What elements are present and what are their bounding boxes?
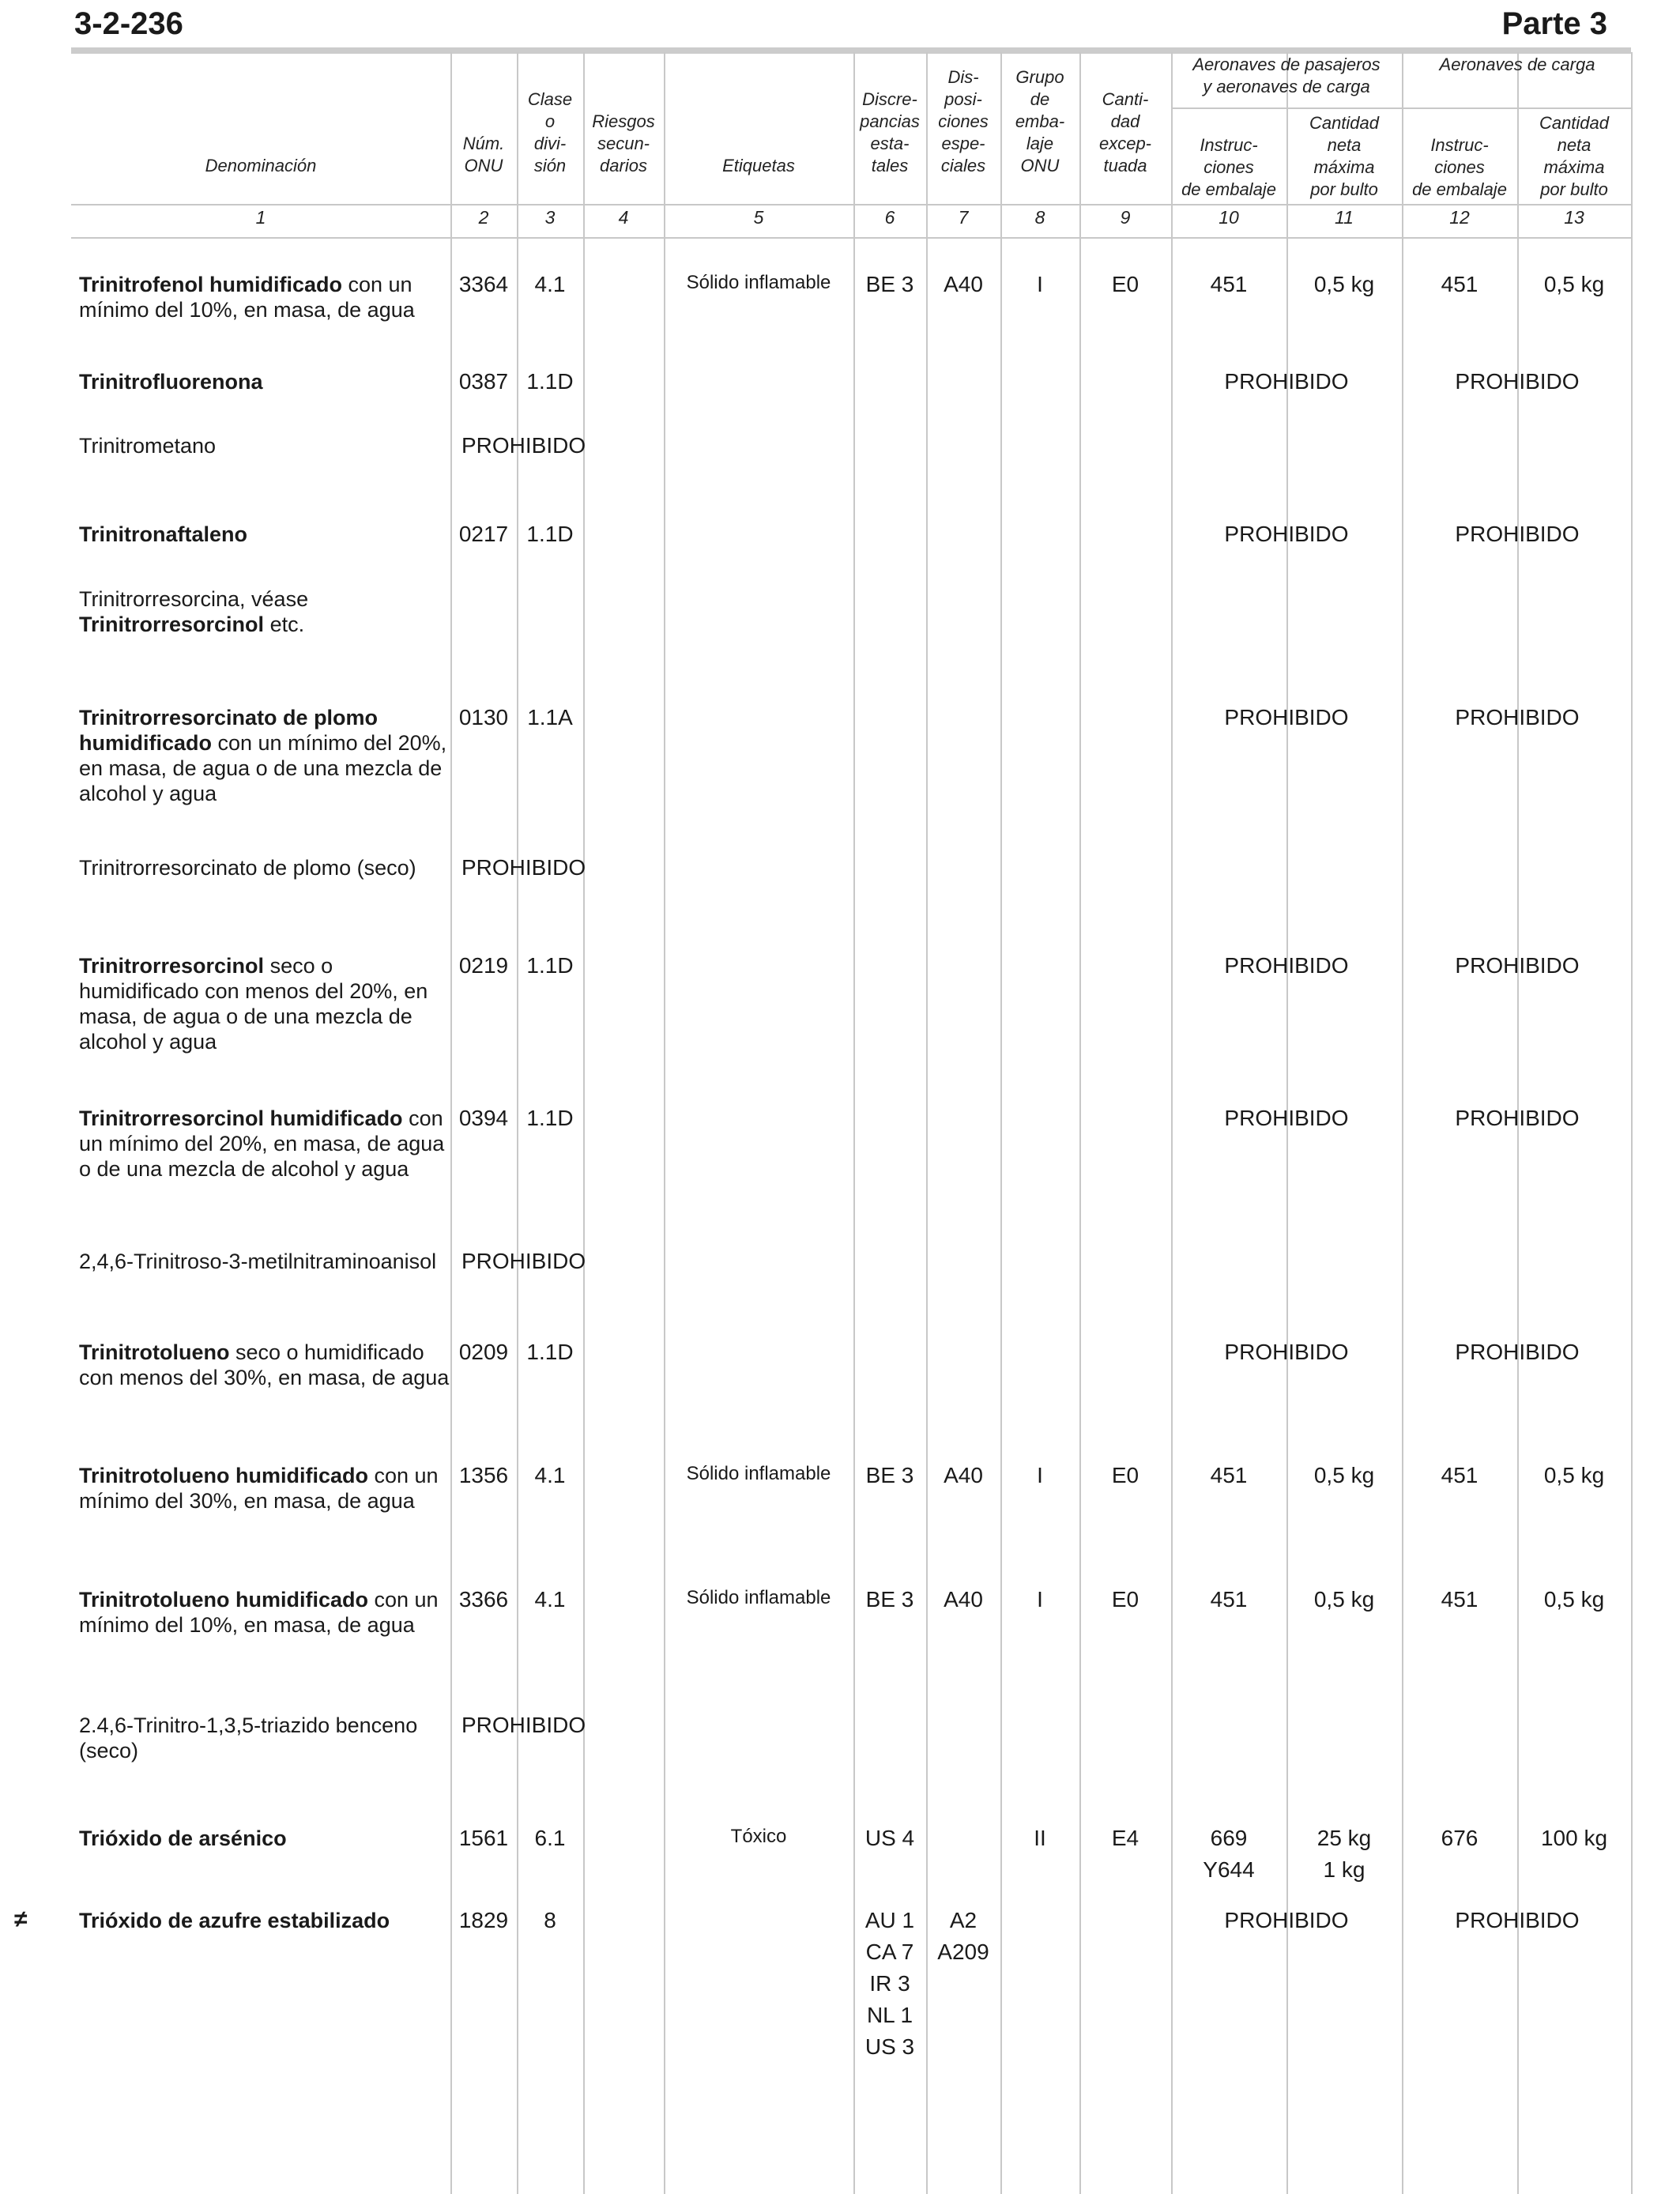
cargo-max-quantity: 0,5 kg xyxy=(1543,1463,1605,1487)
special-provision: A40 xyxy=(944,1587,983,1612)
excepted-quantity: E0 xyxy=(1111,1587,1139,1612)
col-number: 9 xyxy=(1120,207,1131,228)
column-rule xyxy=(1000,52,1002,2194)
substance-name: 2.4,6-Trinitro-1,3,5-triazido benceno (seco) xyxy=(79,1713,418,1762)
passenger-status: PROHIBIDO xyxy=(1224,953,1349,978)
column-rule xyxy=(1402,52,1403,2194)
un-number: 3364 xyxy=(458,272,509,296)
un-number: 3366 xyxy=(458,1587,509,1612)
substance-name: Trinitrofluorenona xyxy=(79,370,263,394)
un-number: 1561 xyxy=(458,1826,509,1850)
special-provision: A40 xyxy=(944,272,983,296)
class-division: 1.1D xyxy=(526,522,574,546)
un-number: 0219 xyxy=(458,953,509,978)
class-division: 4.1 xyxy=(534,272,566,296)
group-rule xyxy=(1171,107,1631,109)
substance-name: Trinitrotolueno humidificado con un mínimo del 10%, en masa, de agua xyxy=(79,1588,439,1637)
page-number: 3-2-236 xyxy=(74,6,183,41)
col-header-packing-group: Grupo de emba- laje ONU xyxy=(1015,67,1065,175)
un-number: 0209 xyxy=(458,1340,509,1364)
passenger-status: PROHIBIDO xyxy=(1224,705,1349,729)
hazard-label: Sólido inflamable xyxy=(686,1463,831,1484)
substance-name: Trinitrofenol humidificado con un mínimo del 10%, en masa, de agua xyxy=(79,273,415,322)
cargo-status: PROHIBIDO xyxy=(1455,705,1580,729)
header-rule xyxy=(71,204,1631,205)
state-variation: NL 1 xyxy=(866,2003,913,2027)
class-division: 1.1D xyxy=(526,1106,574,1130)
col-header-un: Núm. ONU xyxy=(462,134,505,175)
un-number: 0130 xyxy=(458,705,509,729)
state-variation: BE 3 xyxy=(865,1463,914,1487)
substance-name: 2,4,6-Trinitroso-3-metilnitraminoanisol xyxy=(79,1250,437,1273)
forbidden-status: PROHIBIDO xyxy=(461,433,586,458)
cargo-status: PROHIBIDO xyxy=(1455,1340,1580,1364)
passenger-max-quantity: 25 kg xyxy=(1317,1826,1372,1850)
substance-name: Trinitrotolueno seco o humidificado con menos del 30%, en masa, de agua xyxy=(79,1340,450,1389)
passenger-status: PROHIBIDO xyxy=(1224,1340,1349,1364)
forbidden-status: PROHIBIDO xyxy=(461,855,586,880)
col-header-special: Dis- posi- ciones espe- ciales xyxy=(938,67,989,175)
cargo-packing-instruction: 676 xyxy=(1441,1826,1478,1850)
col-number: 13 xyxy=(1564,207,1584,228)
col-header-risks: Riesgos secun- darios xyxy=(592,111,655,175)
special-provision: A2 xyxy=(949,1908,977,1932)
passenger-packing-instruction: 451 xyxy=(1210,272,1248,296)
substance-name: Trinitrotolueno humidificado con un mínimo del 30%, en masa, de agua xyxy=(79,1464,439,1513)
column-rule xyxy=(853,52,855,2194)
substance-name: Trióxido de azufre estabilizado xyxy=(79,1909,390,1932)
substance-name: Trinitrorresorcinol seco o humidificado con menos del 20%, en masa, de agua o de una mezcla de alcohol y agua xyxy=(79,954,428,1054)
cargo-packing-instruction: 451 xyxy=(1441,1463,1478,1487)
class-division: 1.1D xyxy=(526,953,574,978)
column-rule xyxy=(1631,52,1633,2194)
cargo-max-quantity: 0,5 kg xyxy=(1543,1587,1605,1612)
packing-group: I xyxy=(1037,272,1043,296)
substance-name: Trinitrometano xyxy=(79,434,217,458)
cargo-status: PROHIBIDO xyxy=(1455,1106,1580,1130)
forbidden-status: PROHIBIDO xyxy=(461,1249,586,1273)
col-number: 10 xyxy=(1219,207,1239,228)
col-header-labels: Etiquetas xyxy=(722,156,795,175)
revision-marker: ≠ xyxy=(14,1906,28,1932)
passenger-max-quantity: 1 kg xyxy=(1323,1857,1365,1882)
col-header-pi-passenger: Instruc- ciones de embalaje xyxy=(1181,135,1276,199)
class-division: 6.1 xyxy=(534,1826,566,1850)
substance-name: Trinitrorresorcinato de plomo (seco) xyxy=(79,856,416,880)
col-header-excepted: Canti- dad excep- tuada xyxy=(1098,89,1152,175)
cargo-packing-instruction: 451 xyxy=(1441,1587,1478,1612)
passenger-status: PROHIBIDO xyxy=(1224,522,1349,546)
cargo-status: PROHIBIDO xyxy=(1455,522,1580,546)
col-header-variations: Discre- pancias esta- tales xyxy=(860,89,920,175)
packing-group: I xyxy=(1037,1463,1043,1487)
passenger-packing-instruction: 669 xyxy=(1210,1826,1248,1850)
col-number: 7 xyxy=(958,207,969,228)
col-header-qty-passenger: Cantidad neta máxima por bulto xyxy=(1309,113,1380,199)
column-rule xyxy=(583,52,585,2194)
col-number: 4 xyxy=(618,207,629,228)
class-division: 1.1D xyxy=(526,369,574,394)
excepted-quantity: E0 xyxy=(1111,1463,1139,1487)
cargo-max-quantity: 0,5 kg xyxy=(1543,272,1605,296)
class-division: 1.1A xyxy=(527,705,573,729)
class-division: 4.1 xyxy=(534,1587,566,1612)
part-title: Parte 3 xyxy=(1501,6,1607,41)
passenger-max-quantity: 0,5 kg xyxy=(1313,1463,1375,1487)
col-header-name: Denominación xyxy=(205,156,317,175)
special-provision: A40 xyxy=(944,1463,983,1487)
passenger-status: PROHIBIDO xyxy=(1224,1908,1349,1932)
col-header-pi-cargo: Instruc- ciones de embalaje xyxy=(1412,135,1507,199)
col-number: 5 xyxy=(753,207,764,228)
col-header-class: Clase o divi- sión xyxy=(527,89,573,175)
special-provision: A209 xyxy=(937,1940,989,1964)
hazard-label: Tóxico xyxy=(730,1826,787,1847)
passenger-max-quantity: 0,5 kg xyxy=(1313,1587,1375,1612)
un-number: 1829 xyxy=(458,1908,509,1932)
cargo-status: PROHIBIDO xyxy=(1455,953,1580,978)
column-rule xyxy=(926,52,928,2194)
cargo-status: PROHIBIDO xyxy=(1455,1908,1580,1932)
class-division: 1.1D xyxy=(526,1340,574,1364)
passenger-packing-instruction: 451 xyxy=(1210,1587,1248,1612)
column-rule xyxy=(1079,52,1081,2194)
packing-group: I xyxy=(1037,1587,1043,1612)
col-header-cargo: Aeronaves de carga xyxy=(1439,55,1595,74)
class-division: 4.1 xyxy=(534,1463,566,1487)
col-number: 12 xyxy=(1449,207,1470,228)
cargo-status: PROHIBIDO xyxy=(1455,369,1580,394)
col-number: 8 xyxy=(1034,207,1045,228)
passenger-packing-instruction: Y644 xyxy=(1203,1857,1255,1882)
passenger-max-quantity: 0,5 kg xyxy=(1313,272,1375,296)
substance-name: Trinitrorresorcinato de plomo humidificado con un mínimo del 20%, en masa, de agua o de una mezcla de alcohol y agua xyxy=(79,706,447,805)
state-variation: IR 3 xyxy=(869,1971,910,1996)
substance-name: Trinitrorresorcinol humidificado con un mínimo del 20%, en masa, de agua o de una mezcla de alcohol y agua xyxy=(79,1106,445,1181)
passenger-packing-instruction: 451 xyxy=(1210,1463,1248,1487)
state-variation: BE 3 xyxy=(865,272,914,296)
state-variation: AU 1 xyxy=(864,1908,915,1932)
hazard-label: Sólido inflamable xyxy=(686,272,831,293)
substance-name: Trinitronaftaleno xyxy=(79,522,248,546)
excepted-quantity: E0 xyxy=(1111,272,1139,296)
state-variation: US 3 xyxy=(864,2034,915,2059)
col-number: 6 xyxy=(884,207,895,228)
col-number: 11 xyxy=(1335,207,1354,228)
substance-name: Trinitrorresorcina, véase Trinitrorresorcinol etc. xyxy=(79,587,309,636)
state-variation: US 4 xyxy=(864,1826,915,1850)
column-rule xyxy=(1171,52,1173,2194)
forbidden-status: PROHIBIDO xyxy=(461,1713,586,1737)
state-variation: BE 3 xyxy=(865,1587,914,1612)
state-variation: CA 7 xyxy=(865,1940,914,1964)
un-number: 0387 xyxy=(458,369,509,394)
class-division: 8 xyxy=(544,1908,556,1932)
passenger-status: PROHIBIDO xyxy=(1224,369,1349,394)
un-number: 0394 xyxy=(458,1106,509,1130)
cargo-max-quantity: 100 kg xyxy=(1540,1826,1608,1850)
passenger-status: PROHIBIDO xyxy=(1224,1106,1349,1130)
col-header-passenger: Aeronaves de pasajeros y aeronaves de carga xyxy=(1192,55,1381,96)
packing-group: II xyxy=(1034,1826,1046,1850)
un-number: 0217 xyxy=(458,522,509,546)
excepted-quantity: E4 xyxy=(1111,1826,1139,1850)
un-number: 1356 xyxy=(458,1463,509,1487)
header-rule xyxy=(71,237,1631,239)
cargo-packing-instruction: 451 xyxy=(1441,272,1478,296)
col-number: 1 xyxy=(255,207,266,228)
col-number: 2 xyxy=(478,207,489,228)
col-header-qty-cargo: Cantidad neta máxima por bulto xyxy=(1539,113,1610,199)
hazard-label: Sólido inflamable xyxy=(686,1587,831,1608)
substance-name: Trióxido de arsénico xyxy=(79,1826,287,1850)
column-rule xyxy=(664,52,665,2194)
col-number: 3 xyxy=(544,207,556,228)
